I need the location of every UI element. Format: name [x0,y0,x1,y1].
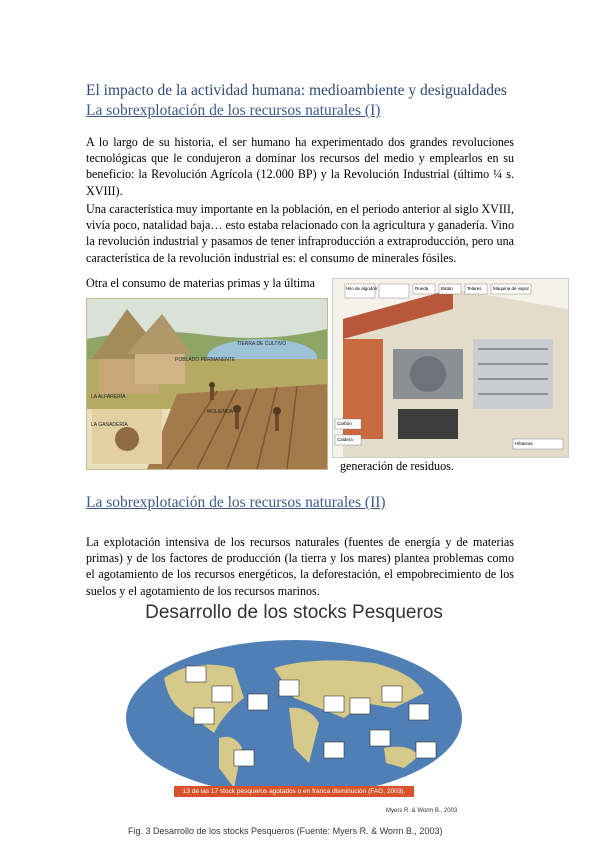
ind-label-1: Hilo de algodón [346,286,378,291]
ind-label-5: Carbón [337,421,352,426]
neo-label-1: POBLADO PERMANENTE [175,357,236,363]
fish-stocks-map [118,602,470,820]
neo-label-4: MOLIENDA [207,409,234,415]
paragraph-3-start: Otra el consumo de materias primas y la última [86,276,316,290]
neo-label-2: TIERRA DE CULTIVO [237,341,287,347]
neo-label-5: LA GANADERÍA [91,422,128,428]
ind-label-6: Caldera [337,437,353,442]
section-heading-2: La sobrexplotación de los recursos naturales (II) [86,494,386,511]
fish-map-title: Desarrollo de los stocks Pesqueros [145,602,443,623]
fish-map-credit: Myers R. & Worm B., 2003 [386,808,458,814]
ind-label-7: Máquina de vapor [493,286,530,291]
paragraph-4: La explotación intensiva de los recursos naturales (fuentes de energía y de materias primas) y de los factores de producción (la tierra y los mares) plantea problemas como el agotamiento de los recursos energéticos, la deforestación, el empobrecimiento de los suelos y el agotamiento de los recursos marinos. [86,535,514,598]
ind-label-8: Hilaturas [515,441,533,446]
fish-map-banner: 13 de las 17 stock pesqueros agotados o en franca disminución (FAO, 2003). [174,786,414,797]
page-title: El impacto de la actividad humana: medioambiente y desigualdades [86,82,507,99]
paragraph-2: Una característica muy importante en la población, en el periodo anterior al siglo XVIII, vivía poco, natalidad baja… esto estaba relacionado con la agricultura y ganadería. Vino la revolución industrial y pasamos de tener infraproducción a extraproducción, pero una característica de la revolución industrial es: el consumo de minerales fósiles. [86,202,514,265]
neo-label-3: LA ALFARERÍA [91,394,126,400]
ind-label-3: Batán [441,286,453,291]
section-heading-1: La sobrexplotación de los recursos naturales (I) [86,102,381,119]
neolithic-illustration [86,298,328,470]
ind-label-4: Telares [467,286,482,291]
ind-label-2: Rueda [415,286,429,291]
paragraph-3-end: generación de residuos. [340,459,454,473]
industrial-illustration [332,278,569,458]
figure-caption: Fig. 3 Desarrollo de los stocks Pesqueros (Fuente: Myers R. & Worm B., 2003) [128,826,443,836]
paragraph-1: A lo largo de su historia, el ser humano ha experimentado dos grandes revoluciones tecnológicas que le condujeron a dominar los recursos del medio y emplearlos en su beneficio: la Revolución Agrícola (12.000 BP) y la Revolución Industrial (último ¼ s. XVIII). [86,135,514,198]
